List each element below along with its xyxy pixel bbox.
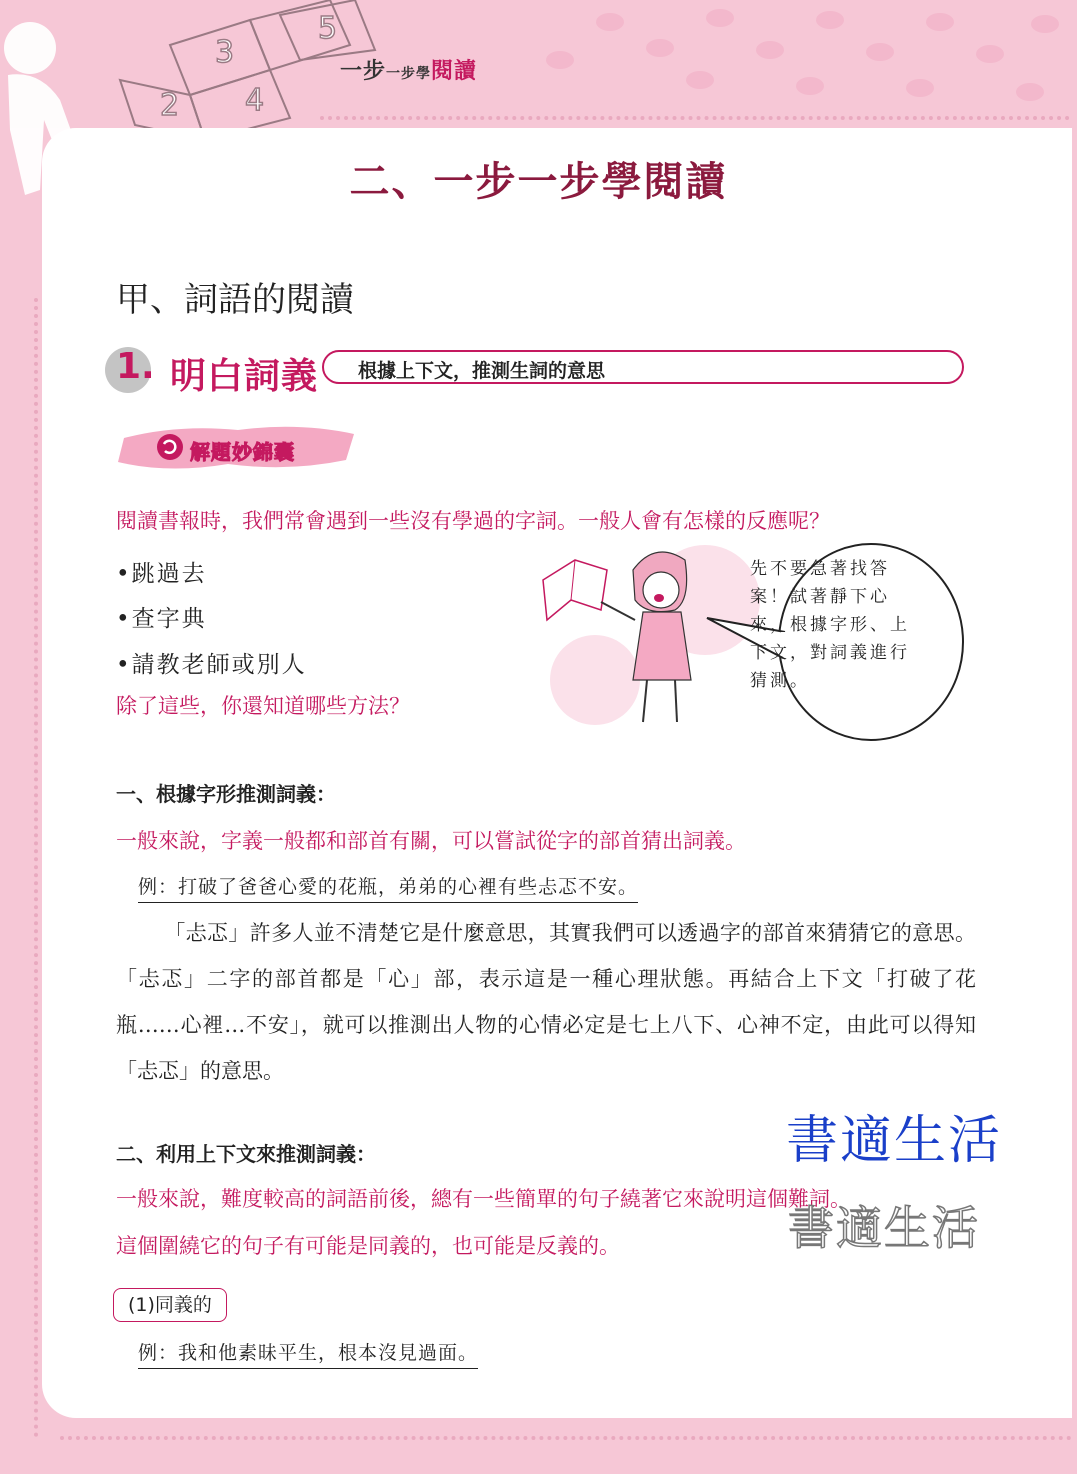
intro-question: 閱讀書報時，我們常會遇到一些沒有學過的字詞。一般人會有怎樣的反應呢？	[116, 509, 830, 533]
subsection-caption: 根據上下文，推測生詞的意思	[358, 360, 606, 382]
left-dotted-border	[34, 298, 38, 1438]
svg-text:4: 4	[245, 83, 265, 118]
watermark-blue: 書適生活	[786, 1111, 1003, 1171]
method1-heading: 一、根據字形推測詞義：	[116, 782, 336, 806]
brand-part2: 一步	[386, 66, 417, 82]
method2-heading: 二、利用上下文來推測詞義：	[116, 1142, 376, 1166]
svg-text:3: 3	[215, 35, 235, 70]
brand-part3: 學	[416, 66, 432, 82]
synonym-type-label: (1)同義的	[113, 1288, 227, 1322]
tip-badge-label: 解題妙錦囊	[190, 440, 295, 464]
watermark-gray: 書適生活	[788, 1201, 980, 1255]
top-dotted-border	[320, 116, 1070, 120]
followup-question: 除了這些，你還知道哪些方法？	[116, 694, 410, 718]
method2-description-line2: 這個圍繞它的句子有可能是同義的，也可能是反義的。	[116, 1234, 620, 1258]
brand-part4: 閱讀	[431, 59, 478, 84]
method1-description: 一般來說，字義一般都和部首有關，可以嘗試從字的部首猜出詞義。	[116, 829, 746, 853]
svg-text:2: 2	[160, 88, 180, 123]
svg-text:5: 5	[318, 11, 338, 46]
bottom-dotted-border	[60, 1436, 1072, 1440]
section-title: 甲、詞語的閱讀	[116, 280, 354, 320]
subsection-title: 明白詞義	[170, 356, 319, 397]
page-title: 二、一步一步學閱讀	[349, 158, 728, 205]
method2-description-line1: 一般來說，難度較高的詞語前後，總有一些簡單的句子繞著它來說明這個難詞。	[116, 1187, 851, 1211]
subsection-number: 1.	[116, 346, 155, 387]
speech-bubble-text: 先不要急著找答案！試著靜下心來，根據字形、上下文，對詞義進行猜測。	[750, 559, 910, 691]
header-brand	[340, 54, 477, 85]
bullet-item: •跳過去	[116, 561, 207, 587]
brand-part1: 一步	[340, 59, 387, 84]
bullet-item: •請教老師或別人	[116, 652, 307, 678]
method1-paragraph: 「忐忑」許多人並不清楚它是什麼意思，其實我們可以透過字的部首來猜猜它的意思。「忐忑」二字的部首都是「心」部，表示這是一種心理狀態。再結合上下文「打破了花瓶……心裡…不安」，就可以推測出人物的心情必定是七上八下、心神不定，由此可以得知「忐忑」的意思。	[116, 921, 976, 1083]
method1-example: 例：打破了爸爸心愛的花瓶，弟弟的心裡有些忐忑不安。	[138, 872, 638, 903]
bullet-item: •查字典	[116, 606, 207, 632]
method2-example: 例：我和他素昧平生，根本沒見過面。	[138, 1338, 478, 1369]
